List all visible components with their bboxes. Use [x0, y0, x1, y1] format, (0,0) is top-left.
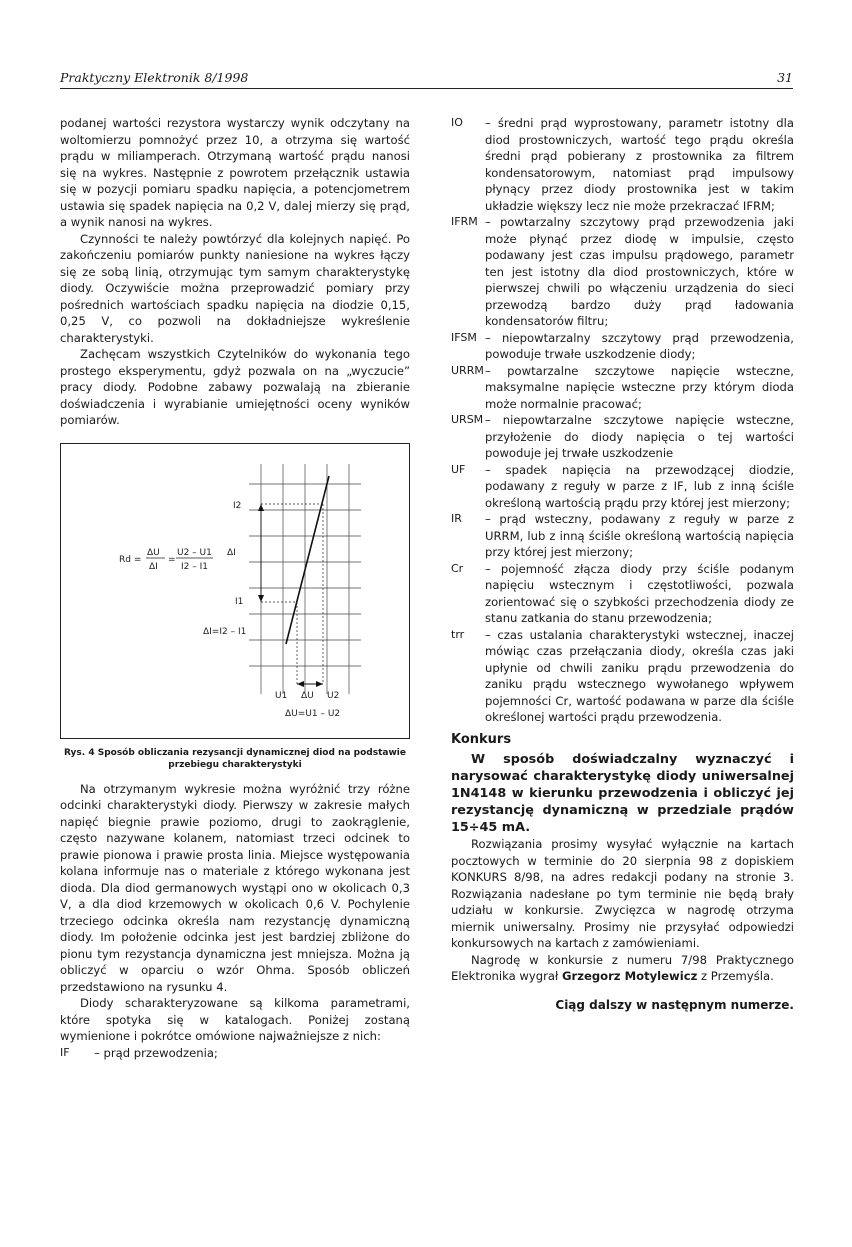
text-span: Nagrodę w konkursie z numeru 7/98 Praktycznego Elektronika wygrał — [451, 952, 794, 983]
param-symbol: IO — [451, 116, 463, 129]
param-description: – niepowtarzalny szczytowy prąd przewodzenia, powoduje trwałe uszkodzenie diody; — [485, 330, 794, 361]
formula-u-num: U2 – U1 — [177, 547, 212, 558]
param-description: – pojemność złącza diody przy ściśle podanym napięciu wstecznym i częstotliwości, pozwala zorientować się o szybkości przechodzenia diody ze stanu zatkania do stanu przewodzenia; — [485, 561, 794, 625]
paragraph: Rozwiązania prosimy wysyłać wyłącznie na kartach pocztowych w terminie do 20 sierpnia 98 z dopiskiem KONKURS 8/98, na adres redakcji podany na stronie 3. Rozwiązania nadesłane po tym terminie nie będą brały udziału w konkursie. Zwycięzca w nagrodę otrzyma miernik uniwersalny. Prosimy nie przysyłać odpowiedzi konkursowych na kartach z zamówieniami. — [451, 837, 794, 950]
param-symbol: UF — [451, 462, 466, 476]
paragraph: Zachęcam wszystkich Czytelników do wykonania tego prostego eksperymentu, gdyż pozwala on na „wyczucie” pracy diody. Podobne zabawy pozwalają na zbieranie doświadczenia i wyrabianie umiejętności oceny wyników pomiarów. — [60, 347, 410, 427]
text-span: z Przemyśla. — [697, 969, 774, 983]
equals-sign: = — [168, 554, 176, 565]
param-item — [451, 214, 794, 330]
param-description: – prąd przewodzenia; — [94, 1045, 218, 1060]
param-symbol: IFRM — [451, 215, 478, 228]
continued-note: Ciąg dalszy w następnym numerze. — [555, 997, 794, 1012]
formula-lhs: Rd = — [119, 554, 142, 565]
journal-title: Praktyczny Elektronik 8/1998 — [60, 70, 249, 85]
formula-di: ΔI — [149, 561, 158, 572]
param-item — [451, 412, 794, 462]
param-item — [451, 511, 794, 561]
paragraph: Na otrzymanym wykresie można wyróżnić trzy różne odcinki charakterystyki diody. Pierwszy w zakresie małych napięć biegnie prawie poziomo, drugi to zaokrąglenie, często nazywane kolanem, natomiast trzeci odcinek to prawie pionowa i prawie prosta linia. Miejsce występowania kolana informuje nas o materiale z którego wykonana jest dioda. Dla diod germanowych wystąpi ono w okolicach 0,3 V, a dla diod krzemowych w okolicach 0,6 V. Pochylenie trzeciego odcinka określa nam rezystancję dynamiczną diody. Im położenie odcinka jest jest bardziej zbliżone do pionu tym rezystancja dynamiczna jest mniejsza. Można ją obliczyć w oparciu o wzór Ohma. Sposób obliczeń przedstawiono na rysunku 4. — [60, 781, 410, 994]
arrowhead — [258, 504, 264, 511]
konkurs-heading: Konkurs — [451, 731, 512, 747]
param-symbol: IFSM — [451, 330, 477, 344]
param-symbol: IR — [451, 512, 462, 525]
paragraph: podanej wartości rezystora wystarczy wynik odczytany na woltomierzu pomnożyć przez 10, a otrzyma się wartość prądu w miliamperach. Otrzymaną wartość prądu nanosi się na wykres. Następnie z powrotem przełącznik ustawia się w pozycji pomiaru spadku napięcia, a potencjometrem ustawia się spadek napięcia na 0,2 V, dalej mierzy się prąd, a wynik nanosi na wykres. — [60, 116, 410, 229]
i2-label: I2 — [233, 500, 242, 511]
grid — [249, 464, 361, 694]
param-description: – prąd wsteczny, podawany z reguły w parze z URRM, lub z inną ściśle określoną wartością napięcia przy której jest mierzony; — [485, 512, 794, 559]
param-item — [451, 462, 794, 512]
page-header — [60, 68, 793, 89]
figure-caption: Rys. 4 Sposób obliczania rezysancji dynamicznej diod na podstawie przebiegu charakterystyki — [64, 747, 406, 770]
du-equation: ΔU=U1 – U2 — [285, 708, 341, 719]
du-label: ΔU — [301, 690, 314, 701]
param-item — [451, 330, 794, 363]
konkurs-lead: W sposób doświadczalny wyznaczyć i narysować charakterystykę diody uniwersalnej 1N4148 w kierunku przewodzenia i obliczyć jej rezystancję dynamiczną w przedziale prądów 15÷45 mA. — [451, 752, 794, 835]
param-description: – powtarzalne szczytowe napięcie wsteczne, maksymalne napięcie wsteczne przy którym dioda może normalnie pracować; — [485, 363, 794, 411]
param-description: – powtarzalny szczytowy prąd przewodzenia jaki może płynąć przez diodę w impulsie, często podawany jest czas impulsu prądowego, parametr ten jest istotny dla diod prostowniczych, które w pierwszej chwili po włączeniu urządzenia do sieci przewodzą bardzo duży prąd ładowania kondensatorów filtru; — [485, 215, 794, 328]
di-equation: ΔI=I2 – I1 — [203, 626, 247, 637]
param-description: – spadek napięcia na przewodzącej diodzie, podawany z reguły w parze z IF, lub z inną ściśle określoną wartością prądu przy której jest mierzony; — [485, 462, 794, 510]
formula-du: ΔU — [147, 547, 160, 558]
param-symbol: Cr — [451, 561, 464, 575]
characteristic-line — [286, 476, 329, 644]
param-symbol: URSM — [451, 413, 484, 426]
winner-name: Grzegorz Motylewicz — [561, 969, 698, 983]
u1-label: U1 — [275, 690, 288, 701]
paragraph: Diody scharakteryzowane są kilkoma parametrami, które spotyka się w katalogach. Poniżej zostaną wymienione i pokrótce omówione najważniejsze z nich: — [60, 996, 410, 1043]
paragraph — [451, 952, 794, 985]
param-description: – niepowtarzalne szczytowe napięcie wsteczne, przyłożenie do diody napięcia o tej wartości powoduje jej trwałe uszkodzenie — [485, 413, 794, 460]
param-item — [451, 363, 794, 413]
param-item — [451, 627, 794, 726]
param-symbol: URRM — [451, 363, 484, 377]
right-column — [451, 115, 794, 1013]
helper-dashes — [261, 504, 323, 684]
diode-characteristic-svg — [61, 444, 409, 738]
page-number: 31 — [777, 70, 793, 85]
param-symbol: trr — [451, 627, 465, 641]
parameter-list — [451, 115, 794, 726]
left-column — [60, 115, 410, 1061]
formula-i-den: I2 – I1 — [181, 561, 208, 572]
param-item — [451, 115, 794, 214]
param-description: – średni prąd wyprostowany, parametr istotny dla diod prostowniczych, wartość tego prądu określa średni prąd pobierany z prostownika za filtrem kondensatorowym, natomiast prąd impulsowy płynący przez diody prostownika jest w takim układzie większy lecz nie może przekraczać IFRM; — [485, 116, 794, 213]
u2-label: U2 — [327, 690, 340, 701]
i1-label: I1 — [235, 596, 244, 607]
param-item — [60, 1045, 410, 1062]
arrowhead — [316, 681, 323, 687]
di-label: ΔI — [227, 547, 236, 558]
paragraph: Czynności te należy powtórzyć dla kolejnych napięć. Po zakończeniu pomiarów punkty naniesione na wykres łączy się ze sobą linią, otrzymując tym samym charakterystykę diody. Oczywiście można przeprowadzić pomiary przy pośrednich wartościach spadku napięcia na diodzie 0,15, 0,25 V, co pozwoli na dokładniejsze wykreślenie charakterystyki. — [60, 231, 410, 345]
param-item — [451, 561, 794, 627]
arrowhead — [297, 681, 304, 687]
param-symbol: IF — [60, 1045, 70, 1059]
figure-4-diagram — [60, 443, 410, 739]
arrowhead — [258, 595, 264, 602]
param-description: – czas ustalania charakterystyki wstecznej, inaczej mówiąc czas przełączania diody, określa czas jaki upłynie od chwili zaniku prądu przewodzenia do zaniku prądu wstecznego wywołanego wpływem pojemności Cr, wartość podawana w parze dla ściśle określonej wartości prądu przewodzenia. — [485, 627, 794, 724]
